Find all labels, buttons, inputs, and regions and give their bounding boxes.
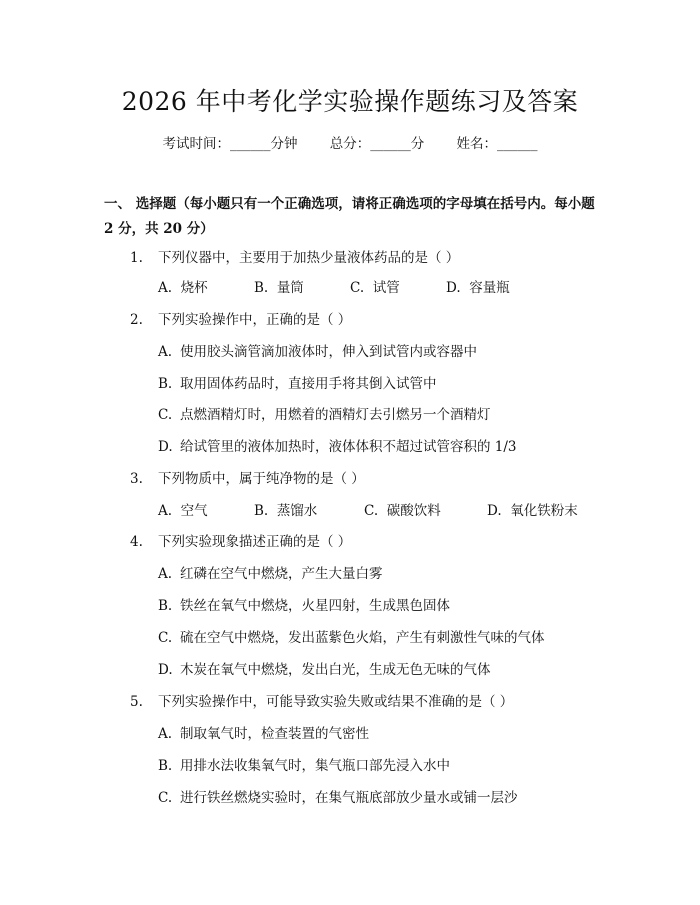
option-c: C. 试管 — [350, 280, 400, 296]
option-c: C. 碳酸饮料 — [364, 503, 441, 519]
option-b: B. 取用固体药品时，直接用手将其倒入试管中 — [158, 376, 437, 392]
question-number: 3. — [130, 471, 143, 487]
question-5 — [130, 690, 513, 710]
question-text: 下列仪器中，主要用于加热少量液体药品的是（ ） — [158, 250, 460, 266]
option-a: A. 烧杯 — [158, 280, 208, 296]
option-a: A. 空气 — [158, 503, 208, 519]
option-d: D. 给试管里的液体加热时，液体体积不超过试管容积的 1/3 — [158, 439, 517, 455]
question-number: 4. — [130, 534, 143, 550]
option-b: B. 量筒 — [254, 280, 304, 296]
question-number: 2. — [130, 312, 143, 328]
name-field: 姓名：______ — [456, 136, 538, 152]
option-d: D. 氧化铁粉末 — [487, 503, 578, 519]
question-2 — [130, 308, 351, 328]
exam-time-field: 考试时间：______分钟 — [162, 136, 298, 152]
option-b: B. 铁丝在氧气中燃烧，火星四射，生成黑色固体 — [158, 598, 450, 614]
question-text: 下列实验操作中，正确的是（ ） — [158, 312, 352, 328]
option-a: A. 使用胶头滴管滴加液体时，伸入到试管内或容器中 — [158, 344, 477, 360]
question-text: 下列实验操作中，可能导致实验失败或结果不准确的是（ ） — [158, 694, 514, 710]
total-score-field: 总分：______分 — [329, 136, 425, 152]
question-text: 下列实验现象描述正确的是（ ） — [158, 534, 352, 550]
question-text: 下列物质中，属于纯净物的是（ ） — [158, 471, 365, 487]
option-a: A. 制取氧气时，检查装置的气密性 — [158, 726, 369, 742]
option-a: A. 红磷在空气中燃烧，产生大量白雾 — [158, 566, 383, 582]
option-c: C. 点燃酒精灯时，用燃着的酒精灯去引燃另一个酒精灯 — [158, 407, 491, 423]
option-c: C. 硫在空气中燃烧，发出蓝紫色火焰，产生有刺激性气味的气体 — [158, 630, 545, 646]
question-1 — [130, 246, 459, 266]
section-heading: 一、 选择题（每小题只有一个正确选项，请将正确选项的字母填在括号内。每小题 2 分，共 20 分） — [104, 196, 595, 237]
question-4 — [130, 530, 351, 550]
option-c: C. 进行铁丝燃烧实验时，在集气瓶底部放少量水或铺一层沙 — [158, 790, 518, 806]
question-3 — [130, 467, 365, 487]
option-b: B. 蒸馏水 — [254, 503, 318, 519]
option-d: D. 容量瓶 — [446, 280, 510, 296]
question-number: 5. — [130, 694, 143, 710]
question-number: 1. — [130, 250, 143, 266]
document-title: 2026 年中考化学实验操作题练习及答案 — [121, 87, 579, 116]
option-d: D. 木炭在氧气中燃烧，发出白光，生成无色无味的气体 — [158, 662, 491, 678]
exam-meta — [0, 132, 700, 152]
option-b: B. 用排水法收集氧气时，集气瓶口部先浸入水中 — [158, 758, 450, 774]
